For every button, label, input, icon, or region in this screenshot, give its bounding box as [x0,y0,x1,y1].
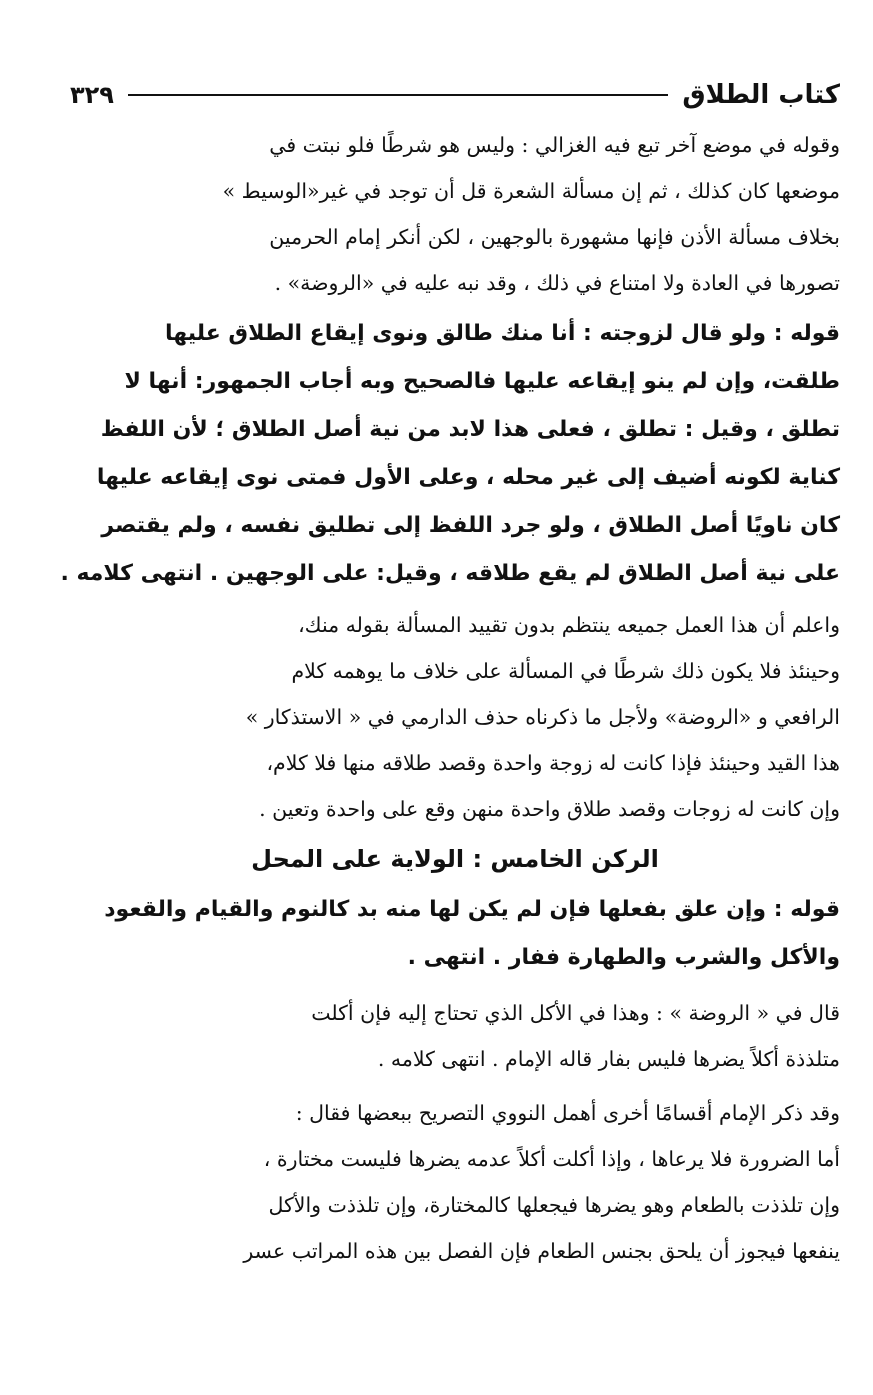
text-line: وإن تلذذت بالطعام وهو يضرها فيجعلها كالمختارة، وإن تلذذت والأكل [268,1193,840,1217]
text-line: تطلق ، وقيل : تطلق ، فعلى هذا لابد من نية أصل الطلاق ؛ لأن اللفظ [100,417,840,442]
text-line: وقد ذكر الإمام أقسامًا أخرى أهمل النووي التصريح ببعضها فقال : [295,1101,840,1125]
text-line: بخلاف مسألة الأذن فإنها مشهورة بالوجهين ، لكن أنكر إمام الحرمين [269,225,840,249]
book-page [60,72,840,1274]
paragraph-2 [70,602,840,832]
text-line: على نية أصل الطلاق لم يقع طلاقه ، وقيل: على الوجهين . انتهى كلامه . [60,561,840,586]
text-line: ينفعها فيجوز أن يلحق بجنس الطعام فإن الفصل بين هذه المراتب عسر [243,1239,840,1263]
book-title: كتاب الطلاق [682,80,840,110]
paragraph-3 [70,990,840,1082]
text-line: واعلم أن هذا العمل جميعه ينتظم بدون تقييد المسألة بقوله منك، [298,613,840,637]
text-line: كناية لكونه أضيف إلى غير محله ، وعلى الأول فمتى نوى إيقاعه عليها [96,465,840,490]
text-line: وإن كانت له زوجات وقصد طلاق واحدة منهن وقع على واحدة وتعين . [259,797,840,821]
section-heading: الركن الخامس : الولاية على المحل [251,845,659,873]
text-line: موضعها كان كذلك ، ثم إن مسألة الشعرة قل أن توجد في غير«الوسيط » [222,179,840,203]
text-line: والأكل والشرب والطهارة ففار . انتهى . [407,945,840,970]
header-rule [128,94,668,96]
text-line: تصورها في العادة ولا امتناع في ذلك ، وقد نبه عليه في «الروضة» . [274,271,840,295]
text-line: وحينئذ فلا يكون ذلك شرطًا في المسألة على خلاف ما يوهمه كلام [291,659,840,683]
paragraph-4 [70,1090,840,1274]
text-line: كان ناويًا أصل الطلاق ، ولو جرد اللفظ إلى تطليق نفسه ، ولم يقتصر [101,513,840,538]
text-line: قوله : وإن علق بفعلها فإن لم يكن لها منه بد كالنوم والقيام والقعود [104,897,840,922]
page-number: ٣٢٩ [70,81,114,109]
text-line: هذا القيد وحينئذ فإذا كانت له زوجة واحدة وقصد طلاقه منها فلا كلام، [266,751,840,775]
text-line: متلذذة أكلاً يضرها فليس بفار قاله الإمام . انتهى كلامه . [377,1047,840,1071]
quoted-passage-1 [60,310,840,598]
text-line: طلقت، وإن لم ينو إيقاعه عليها فالصحيح وبه أجاب الجمهور: أنها لا [124,369,840,394]
text-line: وقوله في موضع آخر تبع فيه الغزالي : وليس هو شرطًا فلو نبتت في [269,133,840,157]
text-line: أما الضرورة فلا يرعاها ، وإذا أكلت أكلاً عدمه يضرها فليست مختارة ، [263,1147,840,1171]
text-line: الرافعي و «الروضة» ولأجل ما ذكرناه حذف الدارمي في « الاستذكار » [245,705,840,729]
quoted-passage-2 [70,886,840,982]
text-line: قال في « الروضة » : وهذا في الأكل الذي تحتاج إليه فإن أكلت [311,1001,840,1025]
text-line: قوله : ولو قال لزوجته : أنا منك طالق ونوى إيقاع الطلاق عليها [164,321,840,346]
running-header [70,72,840,118]
paragraph-1 [70,122,840,306]
